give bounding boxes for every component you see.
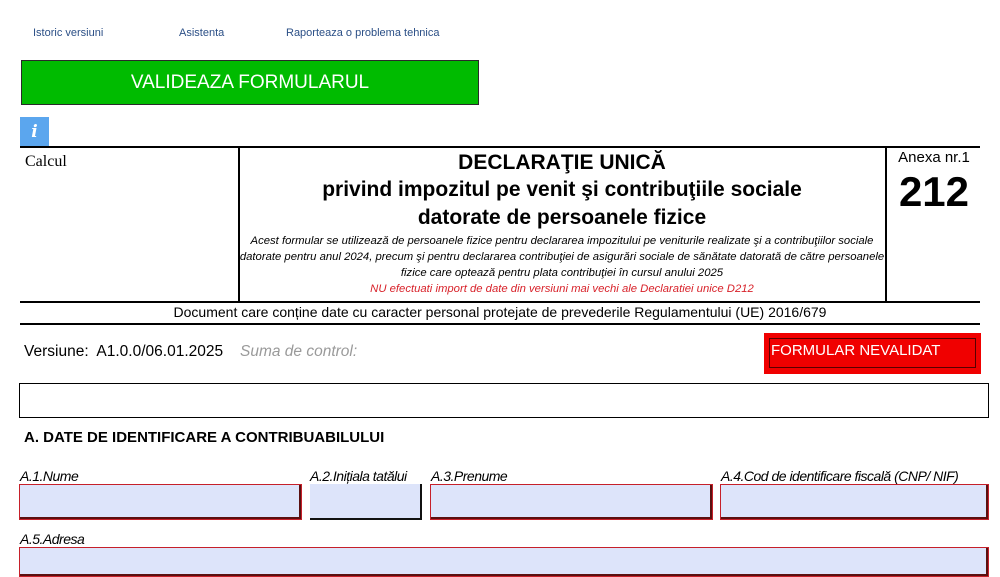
- status-badge-text: FORMULAR NEVALIDAT: [769, 338, 976, 368]
- link-asistenta[interactable]: Asistenta: [179, 27, 225, 39]
- checksum-label: Suma de control:: [240, 343, 358, 360]
- form-number: 212: [898, 168, 970, 215]
- initiala-tatalui-input[interactable]: [310, 484, 422, 520]
- form-subtitle-1: privind impozitul pe venit şi contribuţiile sociale: [322, 178, 802, 201]
- header-bottom-border: [20, 301, 980, 303]
- gdpr-bottom-border: [20, 323, 980, 325]
- label-initiala-tatalui: A.2.Inițiala tatălui: [310, 468, 407, 484]
- section-a-title: A. DATE DE IDENTIFICARE A CONTRIBUABILULUI: [24, 429, 385, 446]
- adresa-input[interactable]: [19, 547, 989, 577]
- info-icon: i: [31, 121, 38, 142]
- calcul-label: Calcul: [25, 153, 67, 170]
- nume-input[interactable]: [19, 484, 302, 520]
- label-nume: A.1.Nume: [20, 468, 79, 484]
- form-title-block: [239, 150, 885, 297]
- import-warning: NU efectuati import de date din versiuni mai vechi ale Declaratiei unice D212: [370, 283, 754, 295]
- form-description: Acest formular se utilizează de persoanele fizice pentru declararea impozitului pe veniturile realizate şi a contribuţiilor sociale datorate pentru anul 2024, precum şi pentru declararea contribuţiei de asigurări sociale de sănătate datorată de către persoanele fizice care optează pentru plata contribuţiei în cursul anului 2025: [239, 235, 885, 279]
- label-prenume: A.3.Prenume: [431, 468, 508, 484]
- cod-fiscal-input[interactable]: [720, 484, 989, 520]
- link-raporteaza-problema[interactable]: Raporteaza o problema tehnica: [286, 27, 440, 39]
- label-adresa: A.5.Adresa: [20, 531, 85, 547]
- form-subtitle-2: datorate de persoanele fizice: [417, 206, 707, 229]
- status-badge: [764, 333, 981, 374]
- gdpr-notice: Document care conține date cu caracter personal protejate de prevederile Regulamentului (UE) 2016/679: [173, 304, 827, 320]
- info-button[interactable]: [20, 117, 49, 146]
- version-info: [24, 343, 223, 361]
- version-label: Versiune:: [24, 343, 89, 360]
- label-cod-fiscal: A.4.Cod de identificare fiscală (CNP/ NIF): [721, 468, 959, 484]
- link-istoric-versiuni[interactable]: Istoric versiuni: [33, 27, 104, 39]
- message-box: [19, 383, 989, 418]
- header-top-border: [20, 146, 980, 148]
- version-value: A1.0.0/06.01.2025: [96, 343, 224, 360]
- prenume-input[interactable]: [430, 484, 713, 520]
- annex-label: Anexa nr.1: [898, 149, 970, 166]
- validate-form-button[interactable]: [21, 60, 479, 105]
- form-title: DECLARAŢIE UNICĂ: [458, 151, 666, 174]
- validate-form-label: VALIDEAZA FORMULARUL: [130, 71, 370, 93]
